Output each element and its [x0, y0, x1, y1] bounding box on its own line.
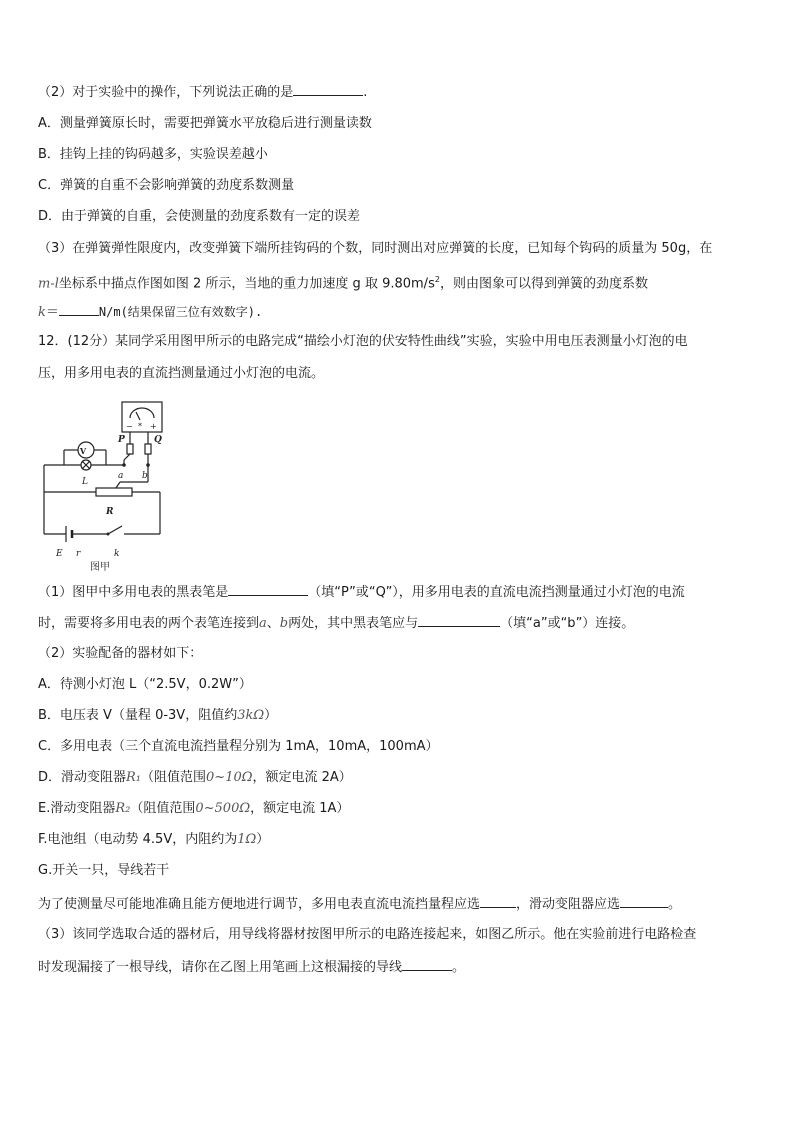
label-p: P [118, 435, 125, 445]
switch-symbol [108, 526, 122, 534]
q11-option-d: D．由于弹簧的自重，会使测量的劲度系数有一定的误差 [38, 209, 361, 224]
q12-part1-line1: （1）图甲中多用电表的黑表笔是 （填“P”或“Q”），用多用电表的直流电流挡测量通过小灯泡的电流 [38, 582, 685, 602]
q11-option-a: A．测量弹簧原长时，需要把弹簧水平放稳后进行测量读数 [38, 116, 372, 131]
q11-part3-line1: （3）在弹簧弹性限度内，改变弹簧下端所挂钩码的个数，同时测出对应弹簧的长度，已知每个钩码的质量为 50g，在 [38, 241, 713, 256]
multimeter-dial [130, 408, 154, 418]
q11-part2-stem: （2）对于实验中的操作，下列说法正确的是 . [38, 82, 367, 102]
label-q: Q [154, 435, 162, 445]
label-b: b [142, 471, 148, 481]
q12-item-b: B．电压表 V（量程 0-3V，阻值约3kΩ） [38, 708, 278, 723]
q12-item-g: G.开关一只，导线若干 [38, 863, 170, 878]
q12-item-e: E.滑动变阻器R₂（阻值范围0~500Ω，额定电流 1A） [38, 801, 350, 816]
q12-intro-line1: 12．(12分）某同学采用图甲所示的电路完成“描绘小灯泡的伏安特性曲线”实验，实验中用电压表测量小灯泡的电 [38, 334, 688, 349]
meter-minus: − [126, 422, 133, 431]
answer-blank[interactable] [59, 302, 99, 316]
label-v: V [79, 446, 87, 456]
label-internal-r: r [76, 549, 81, 559]
rheostat-symbol [96, 488, 132, 496]
q11-part3-line3: k＝ N/m(结果保留三位有效数字). [38, 302, 262, 322]
label-a: a [118, 471, 124, 481]
meter-star: * [138, 422, 142, 431]
circuit-diagram-figure [40, 392, 170, 572]
figure-caption: 图甲 [90, 562, 110, 572]
label-l: L [82, 477, 88, 487]
q11-option-b: B．挂钩上挂的钩码越多，实验误差越小 [38, 147, 268, 162]
q12-choice-line: 为了使测量尽可能地准确且能方便地进行调节，多用电表直流电流挡量程应选 ，滑动变阻器应选 。 [38, 894, 681, 914]
q12-part3-line1: （3）该同学选取合适的器材后，用导线将器材按图甲所示的电路连接起来，如图乙所示。他在实验前进行电路检查 [38, 927, 697, 942]
answer-blank[interactable] [402, 957, 452, 971]
q12-item-f: F.电池组（电动势 4.5V，内阻约为1Ω） [38, 832, 270, 847]
answer-blank[interactable] [293, 82, 363, 96]
q12-part2-title: （2）实验配备的器材如下： [38, 646, 203, 661]
q12-part3-line2: 时发现漏接了一根导线，请你在乙图上用笔画上这根漏接的导线 。 [38, 957, 465, 977]
q11-option-c: C．弹簧的自重不会影响弹簧的劲度系数测量 [38, 178, 295, 193]
q12-item-d: D．滑动变阻器R₁（阻值范围0~10Ω，额定电流 2A） [38, 770, 352, 785]
meter-plus: + [150, 422, 157, 431]
answer-blank[interactable] [620, 894, 668, 908]
label-e: E [56, 549, 63, 559]
label-k: k [114, 549, 120, 559]
answer-blank[interactable] [418, 613, 500, 627]
q12-item-a: A．待测小灯泡 L（“2.5V，0.2W”） [38, 677, 252, 692]
q11-part3-line2: m-l坐标系中描点作图如图 2 所示，当地的重力加速度 g 取 $9.80m/s^2$，则由图象可以得到弹簧的劲度系数 [38, 275, 648, 292]
q12-intro-line2: 压，用多用电表的直流挡测量通过小灯泡的电流。 [38, 366, 325, 381]
label-r: R [106, 507, 114, 517]
answer-blank[interactable] [480, 894, 516, 908]
q12-item-c: C．多用电表（三个直流电流挡量程分别为 1mA，10mA，100mA） [38, 739, 439, 754]
q12-part1-line2: 时，需要将多用电表的两个表笔连接到a、b两处，其中黑表笔应与 （填“a”或“b”）连接。 [38, 613, 634, 633]
answer-blank[interactable] [228, 582, 308, 596]
